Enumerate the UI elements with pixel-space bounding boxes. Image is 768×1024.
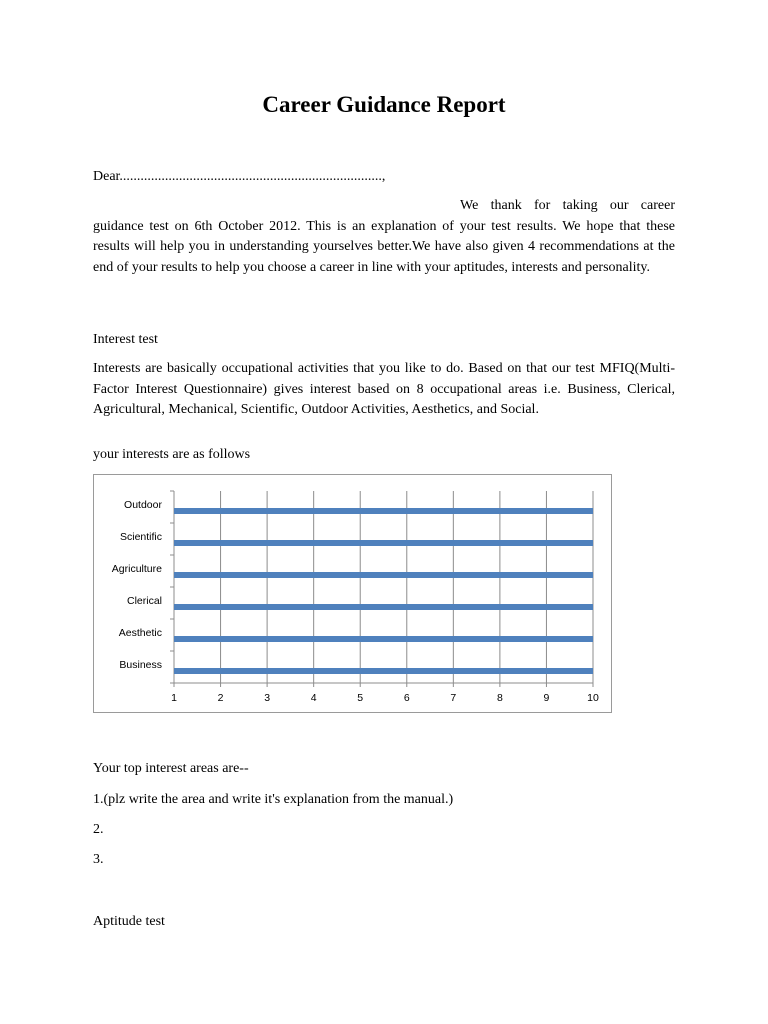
interest-chart	[93, 474, 612, 713]
intro-paragraph	[93, 196, 675, 278]
salutation: Dear...........................................................................,	[93, 169, 386, 184]
aptitude-heading: Aptitude test	[93, 914, 165, 929]
x-tick-label-9: 9	[543, 692, 550, 704]
top-area-item-2: 2.	[93, 822, 104, 837]
x-tick-label-5: 5	[357, 692, 364, 704]
bar-agriculture	[174, 572, 593, 578]
x-tick-label-1: 1	[171, 692, 177, 704]
category-label-agriculture: Agriculture	[111, 563, 162, 575]
category-label-clerical: Clerical	[126, 595, 162, 607]
category-label-business: Business	[119, 659, 162, 671]
top-areas-heading: Your top interest areas are--	[93, 761, 249, 776]
intro-text: We thank for taking our career guidance test on 6th October 2012. This is an explanation of your test results. We hope that these results will help you in understanding yourselves better.We have also given 4 recommendations at the end of your results to help you choose a career in line with your aptitudes, interests and personality.	[93, 198, 675, 275]
bar-scientific	[174, 540, 593, 546]
top-area-item-3: 3.	[93, 852, 104, 867]
report-title: Career Guidance Report	[262, 92, 506, 117]
x-tick-label-4: 4	[310, 692, 317, 704]
bar-outdoor	[174, 508, 593, 514]
x-tick-label-6: 6	[403, 692, 410, 704]
interest-chart-svg	[94, 475, 611, 712]
x-tick-label-7: 7	[450, 692, 457, 704]
interest-paragraph: Interests are basically occupational activities that you like to do. Based on that our test MFIQ(Multi-Factor Interest Questionnaire) gives interest based on 8 occupational areas i.e. Business, Clerical, Agricultural, Mechanical, Scientific, Outdoor Activities, Aesthetics, and Social.	[93, 361, 675, 417]
bar-aesthetic	[174, 636, 593, 642]
x-tick-label-2: 2	[217, 692, 224, 704]
category-label-scientific: Scientific	[119, 531, 162, 543]
category-label-outdoor: Outdoor	[124, 499, 162, 511]
x-tick-label-3: 3	[264, 692, 271, 704]
bar-business	[174, 668, 593, 674]
top-area-item-1: 1.(plz write the area and write it's explanation from the manual.)	[93, 792, 454, 807]
x-tick-label-8: 8	[496, 692, 503, 704]
interest-heading: Interest test	[93, 332, 158, 347]
category-label-aesthetic: Aesthetic	[118, 627, 162, 639]
interest-lead: your interests are as follows	[93, 447, 251, 462]
bar-clerical	[174, 604, 593, 610]
x-tick-label-10: 10	[587, 692, 599, 704]
